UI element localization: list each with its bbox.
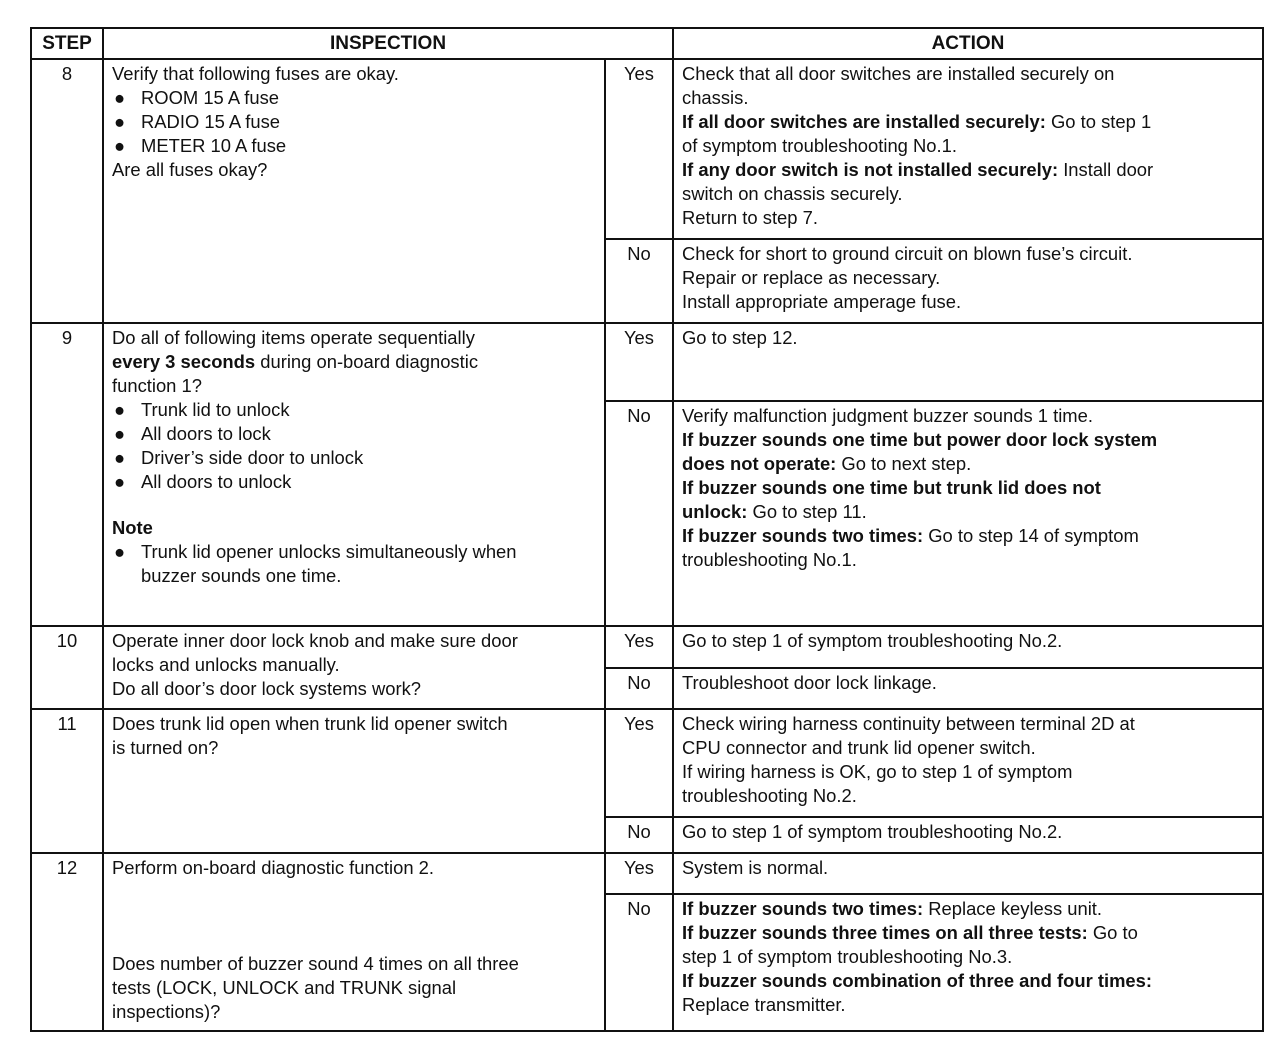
bullet-icon: ●	[114, 87, 126, 108]
inspection-question: Are all fuses okay?	[112, 159, 268, 180]
list-item: ● METER 10 A fuse	[114, 135, 287, 156]
inspection-cell	[103, 59, 605, 323]
inspection-text: Verify that following fuses are okay.	[112, 63, 399, 84]
list-item: ● Trunk lid opener unlocks simultaneously when	[114, 541, 517, 562]
bullet-icon: ●	[114, 447, 126, 468]
action-yes: Go to step 12.	[673, 323, 1263, 401]
action-no: If buzzer sounds two times: Replace keyless unit. If buzzer sounds three times on all three tests: Go to step 1 of symptom troubleshooting No.3. If buzzer sounds combination of three and four times: Replace transmitter.	[673, 894, 1263, 1031]
header-row	[31, 28, 1263, 59]
list-item: ● All doors to unlock	[114, 471, 292, 492]
action-no: Troubleshoot door lock linkage.	[673, 668, 1263, 709]
yes-label: Yes	[605, 59, 673, 239]
action-no: Go to step 1 of symptom troubleshooting No.2.	[673, 817, 1263, 853]
no-label: No	[605, 401, 673, 626]
step-10-yes-row	[31, 626, 1263, 668]
list-item: ● Trunk lid to unlock	[114, 399, 290, 420]
inspection-cell: Perform on-board diagnostic function 2. Does number of buzzer sound 4 times on all three tests (LOCK, UNLOCK and TRUNK signal inspections)?	[103, 853, 605, 1031]
bullet-icon: ●	[114, 399, 126, 420]
inspection-cell: Operate inner door lock knob and make sure door locks and unlocks manually. Do all door’s door lock systems work?	[103, 626, 605, 709]
no-label: No	[605, 239, 673, 323]
yes-label: Yes	[605, 709, 673, 817]
action-no: Verify malfunction judgment buzzer sounds 1 time. If buzzer sounds one time but power door lock system does not operate: Go to next step. If buzzer sounds one time but trunk lid does not unlock: Go to step 11. If buzzer sounds two times: Go to step 14 of symptom troubleshooting No.1.	[673, 401, 1263, 626]
note-title: Note	[112, 517, 153, 538]
bullet-icon: ●	[114, 423, 126, 444]
list-item: ● RADIO 15 A fuse	[114, 111, 281, 132]
step-8-yes-row	[31, 59, 1263, 239]
no-label: No	[605, 817, 673, 853]
action-yes: Check wiring harness continuity between terminal 2D at CPU connector and trunk lid opener switch. If wiring harness is OK, go to step 1 of symptom troubleshooting No.2.	[673, 709, 1263, 817]
bullet-icon: ●	[114, 111, 126, 132]
action-header: ACTION	[673, 28, 1263, 59]
step-number: 8	[31, 59, 103, 323]
action-yes: Go to step 1 of symptom troubleshooting No.2.	[673, 626, 1263, 668]
step-number: 11	[31, 709, 103, 853]
no-label: No	[605, 668, 673, 709]
action-no: Check for short to ground circuit on blown fuse’s circuit. Repair or replace as necessary. Install appropriate amperage fuse.	[673, 239, 1263, 323]
action-yes: System is normal.	[673, 853, 1263, 894]
list-item: ● All doors to lock	[114, 423, 271, 444]
yes-label: Yes	[605, 626, 673, 668]
bullet-icon: ●	[114, 135, 126, 156]
yes-label: Yes	[605, 323, 673, 401]
list-item: ● Driver’s side door to unlock	[114, 447, 364, 468]
bullet-icon: ●	[114, 541, 126, 562]
bullet-icon: ●	[114, 471, 126, 492]
inspection-cell: Does trunk lid open when trunk lid opener switch is turned on?	[103, 709, 605, 853]
inspection-header: INSPECTION	[103, 28, 673, 59]
step-number: 12	[31, 853, 103, 1031]
step-9-yes-row	[31, 323, 1263, 401]
step-11-yes-row	[31, 709, 1263, 817]
no-label: No	[605, 894, 673, 1031]
inspection-cell: Do all of following items operate sequentially every 3 seconds during on-board diagnostic function 1? ● Trunk lid to unlock ● All doors to lock ● Driver’s side door to unlock ● All doors to unlock Note ● Trunk lid opener unlocks simultaneously when buzzer sounds one time.	[103, 323, 605, 626]
yes-label: Yes	[605, 853, 673, 894]
list-item: ● ROOM 15 A fuse	[114, 87, 279, 108]
step-12-yes-row	[31, 853, 1263, 894]
step-number: 9	[31, 323, 103, 626]
troubleshooting-table	[30, 27, 1264, 1032]
action-yes: Check that all door switches are installed securely on chassis. If all door switches are installed securely: Go to step 1 of symptom troubleshooting No.1. If any door switch is not installed securely: Install door switch on chassis securely. Return to step 7.	[673, 59, 1263, 239]
step-header: STEP	[31, 28, 103, 59]
step-number: 10	[31, 626, 103, 709]
